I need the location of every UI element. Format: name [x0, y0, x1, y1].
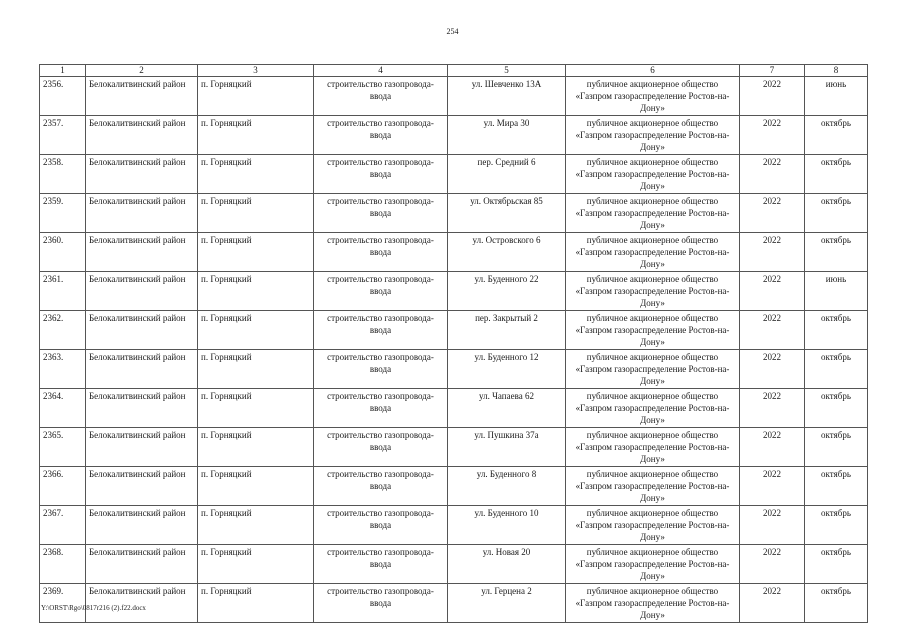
- month-cell: октябрь: [805, 467, 868, 506]
- work-type-cell: строительство газопровода-ввода: [314, 467, 448, 506]
- table-row: [40, 116, 868, 155]
- district-cell: Белокалитвинский район: [86, 389, 198, 428]
- year-cell: 2022: [740, 194, 805, 233]
- table-row: [40, 272, 868, 311]
- settlement-cell: п. Горняцкий: [198, 428, 314, 467]
- work-type-cell: строительство газопровода-ввода: [314, 233, 448, 272]
- table-row: [40, 194, 868, 233]
- month-cell: октябрь: [805, 116, 868, 155]
- organization-cell: публичное акционерное общество «Газпром газораспределение Ростов-на-Дону»: [566, 545, 740, 584]
- month-cell: октябрь: [805, 389, 868, 428]
- organization-cell: публичное акционерное общество «Газпром газораспределение Ростов-на-Дону»: [566, 77, 740, 116]
- column-header: 5: [448, 65, 566, 77]
- year-cell: 2022: [740, 428, 805, 467]
- row-number: 2365.: [40, 428, 86, 467]
- organization-cell: публичное акционерное общество «Газпром газораспределение Ростов-на-Дону»: [566, 506, 740, 545]
- row-number: 2358.: [40, 155, 86, 194]
- district-cell: Белокалитвинский район: [86, 116, 198, 155]
- year-cell: 2022: [740, 233, 805, 272]
- district-cell: Белокалитвинский район: [86, 506, 198, 545]
- year-cell: 2022: [740, 584, 805, 623]
- year-cell: 2022: [740, 77, 805, 116]
- settlement-cell: п. Горняцкий: [198, 116, 314, 155]
- address-cell: пер. Средний 6: [448, 155, 566, 194]
- year-cell: 2022: [740, 311, 805, 350]
- row-number: 2369.: [40, 584, 86, 623]
- address-cell: ул. Чапаева 62: [448, 389, 566, 428]
- work-type-cell: строительство газопровода-ввода: [314, 155, 448, 194]
- year-cell: 2022: [740, 116, 805, 155]
- settlement-cell: п. Горняцкий: [198, 389, 314, 428]
- organization-cell: публичное акционерное общество «Газпром газораспределение Ростов-на-Дону»: [566, 467, 740, 506]
- year-cell: 2022: [740, 272, 805, 311]
- settlement-cell: п. Горняцкий: [198, 467, 314, 506]
- settlement-cell: п. Горняцкий: [198, 506, 314, 545]
- row-number: 2363.: [40, 350, 86, 389]
- address-cell: ул. Мира 30: [448, 116, 566, 155]
- district-cell: Белокалитвинский район: [86, 584, 198, 623]
- table-body: [40, 77, 868, 623]
- settlement-cell: п. Горняцкий: [198, 77, 314, 116]
- column-header: 7: [740, 65, 805, 77]
- address-cell: ул. Островского 6: [448, 233, 566, 272]
- organization-cell: публичное акционерное общество «Газпром газораспределение Ростов-на-Дону»: [566, 272, 740, 311]
- district-cell: Белокалитвинский район: [86, 311, 198, 350]
- table-row: [40, 155, 868, 194]
- organization-cell: публичное акционерное общество «Газпром газораспределение Ростов-на-Дону»: [566, 350, 740, 389]
- settlement-cell: п. Горняцкий: [198, 350, 314, 389]
- table-row: [40, 389, 868, 428]
- month-cell: октябрь: [805, 194, 868, 233]
- district-cell: Белокалитвинский район: [86, 467, 198, 506]
- table-row: [40, 467, 868, 506]
- district-cell: Белокалитвинский район: [86, 77, 198, 116]
- header-row: [40, 65, 868, 77]
- table-row: [40, 545, 868, 584]
- month-cell: октябрь: [805, 311, 868, 350]
- settlement-cell: п. Горняцкий: [198, 272, 314, 311]
- row-number: 2362.: [40, 311, 86, 350]
- settlement-cell: п. Горняцкий: [198, 155, 314, 194]
- table-row: [40, 311, 868, 350]
- row-number: 2368.: [40, 545, 86, 584]
- column-header: 8: [805, 65, 868, 77]
- month-cell: октябрь: [805, 428, 868, 467]
- district-cell: Белокалитвинский район: [86, 545, 198, 584]
- work-type-cell: строительство газопровода-ввода: [314, 584, 448, 623]
- column-header: 1: [40, 65, 86, 77]
- district-cell: Белокалитвинский район: [86, 194, 198, 233]
- table-row: [40, 506, 868, 545]
- column-header: 3: [198, 65, 314, 77]
- row-number: 2357.: [40, 116, 86, 155]
- table-row: [40, 584, 868, 623]
- district-cell: Белокалитвинский район: [86, 428, 198, 467]
- month-cell: июнь: [805, 272, 868, 311]
- page-number: 254: [446, 27, 459, 36]
- work-type-cell: строительство газопровода-ввода: [314, 545, 448, 584]
- organization-cell: публичное акционерное общество «Газпром газораспределение Ростов-на-Дону»: [566, 155, 740, 194]
- organization-cell: публичное акционерное общество «Газпром газораспределение Ростов-на-Дону»: [566, 194, 740, 233]
- settlement-cell: п. Горняцкий: [198, 311, 314, 350]
- district-cell: Белокалитвинский район: [86, 233, 198, 272]
- month-cell: октябрь: [805, 350, 868, 389]
- organization-cell: публичное акционерное общество «Газпром газораспределение Ростов-на-Дону»: [566, 233, 740, 272]
- row-number: 2366.: [40, 467, 86, 506]
- settlement-cell: п. Горняцкий: [198, 545, 314, 584]
- column-header: 6: [566, 65, 740, 77]
- address-cell: ул. Буденного 10: [448, 506, 566, 545]
- month-cell: октябрь: [805, 584, 868, 623]
- address-cell: ул. Герцена 2: [448, 584, 566, 623]
- year-cell: 2022: [740, 506, 805, 545]
- month-cell: октябрь: [805, 545, 868, 584]
- year-cell: 2022: [740, 467, 805, 506]
- table-row: [40, 233, 868, 272]
- address-cell: ул. Шевченко 13А: [448, 77, 566, 116]
- work-type-cell: строительство газопровода-ввода: [314, 311, 448, 350]
- table-row: [40, 350, 868, 389]
- settlement-cell: п. Горняцкий: [198, 233, 314, 272]
- month-cell: октябрь: [805, 233, 868, 272]
- row-number: 2364.: [40, 389, 86, 428]
- year-cell: 2022: [740, 350, 805, 389]
- organization-cell: публичное акционерное общество «Газпром газораспределение Ростов-на-Дону»: [566, 428, 740, 467]
- district-cell: Белокалитвинский район: [86, 350, 198, 389]
- table-row: [40, 428, 868, 467]
- organization-cell: публичное акционерное общество «Газпром газораспределение Ростов-на-Дону»: [566, 116, 740, 155]
- row-number: 2359.: [40, 194, 86, 233]
- organization-cell: публичное акционерное общество «Газпром газораспределение Ростов-на-Дону»: [566, 311, 740, 350]
- address-cell: ул. Буденного 8: [448, 467, 566, 506]
- work-type-cell: строительство газопровода-ввода: [314, 272, 448, 311]
- row-number: 2360.: [40, 233, 86, 272]
- work-type-cell: строительство газопровода-ввода: [314, 350, 448, 389]
- district-cell: Белокалитвинский район: [86, 155, 198, 194]
- year-cell: 2022: [740, 389, 805, 428]
- address-cell: ул. Буденного 12: [448, 350, 566, 389]
- registry-table: [39, 64, 868, 623]
- year-cell: 2022: [740, 155, 805, 194]
- address-cell: ул. Октябрьская 85: [448, 194, 566, 233]
- work-type-cell: строительство газопровода-ввода: [314, 116, 448, 155]
- work-type-cell: строительство газопровода-ввода: [314, 428, 448, 467]
- month-cell: октябрь: [805, 155, 868, 194]
- month-cell: июнь: [805, 77, 868, 116]
- year-cell: 2022: [740, 545, 805, 584]
- organization-cell: публичное акционерное общество «Газпром газораспределение Ростов-на-Дону»: [566, 584, 740, 623]
- row-number: 2367.: [40, 506, 86, 545]
- work-type-cell: строительство газопровода-ввода: [314, 194, 448, 233]
- district-cell: Белокалитвинский район: [86, 272, 198, 311]
- work-type-cell: строительство газопровода-ввода: [314, 389, 448, 428]
- work-type-cell: строительство газопровода-ввода: [314, 506, 448, 545]
- address-cell: ул. Новая 20: [448, 545, 566, 584]
- column-header: 4: [314, 65, 448, 77]
- address-cell: ул. Буденного 22: [448, 272, 566, 311]
- table-row: [40, 77, 868, 116]
- row-number: 2356.: [40, 77, 86, 116]
- column-header: 2: [86, 65, 198, 77]
- organization-cell: публичное акционерное общество «Газпром газораспределение Ростов-на-Дону»: [566, 389, 740, 428]
- address-cell: ул. Пушкина 37а: [448, 428, 566, 467]
- work-type-cell: строительство газопровода-ввода: [314, 77, 448, 116]
- settlement-cell: п. Горняцкий: [198, 584, 314, 623]
- address-cell: пер. Закрытый 2: [448, 311, 566, 350]
- row-number: 2361.: [40, 272, 86, 311]
- settlement-cell: п. Горняцкий: [198, 194, 314, 233]
- footer-file-path: Y:\ORST\Rgo\0817r216 (2).f22.docx: [41, 604, 146, 612]
- month-cell: октябрь: [805, 506, 868, 545]
